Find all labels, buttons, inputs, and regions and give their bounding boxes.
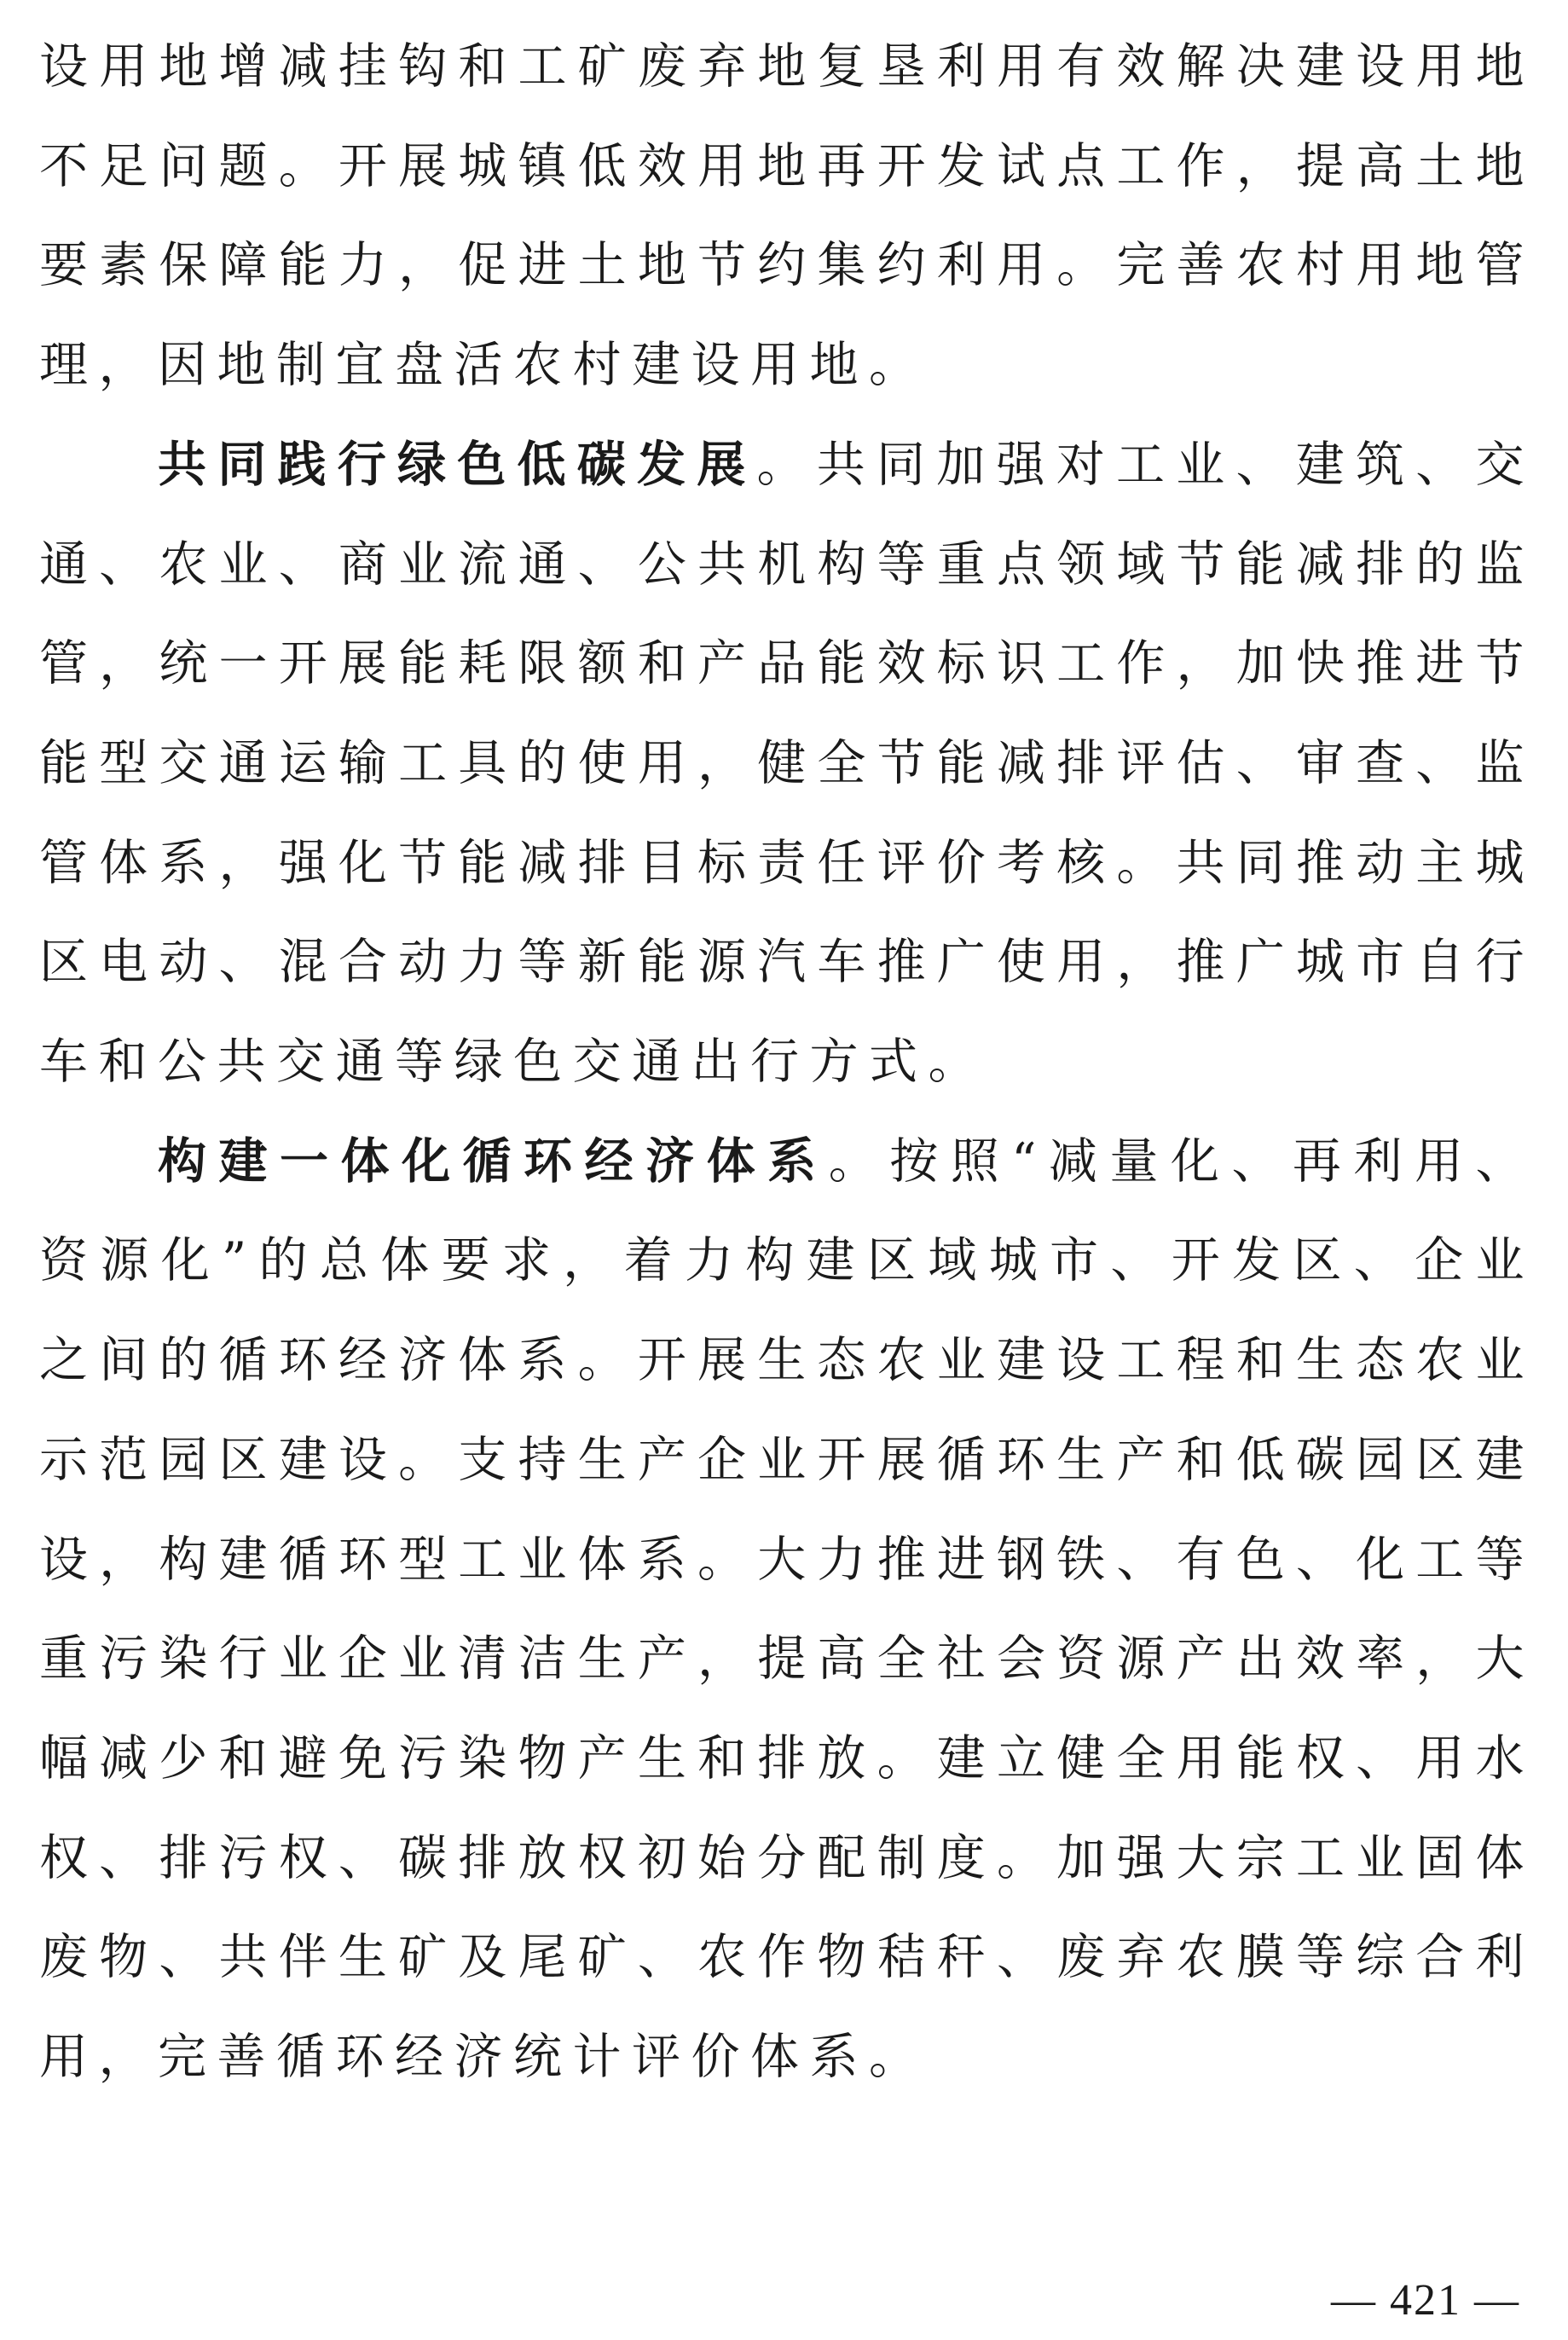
paragraph-heading: 共同践行绿色低碳发展 [158, 435, 757, 493]
paragraph-land-use [39, 17, 1535, 415]
paragraph-circular-economy [39, 1112, 1535, 2107]
paragraph-text: 。按照“减量化、再利用、资源化”的总体要求，着力构建区域城市、开发区、企业之间的循环经济体系。开展生态农业建设工程和生态农业示范园区建设。支持生产企业开展循环生产和低碳园区建设，构建循环型工业体系。大力推进钢铁、有色、化工等重污染行业企业清洁生产，提高全社会资源产出效率，大幅减少和避免污染物产生和排放。建立健全用能权、用水权、排污权、碳排放权初始分配制度。加强大宗工业固体废物、共伴生矿及尾矿、农作物秸秆、废弃农膜等综合利用，完善循环经济统计评价体系。 [39, 1132, 1536, 2086]
paragraph-heading: 构建一体化循环经济体系 [158, 1132, 829, 1190]
paragraph-green-low-carbon [39, 415, 1535, 1112]
paragraph-text: 设用地增减挂钩和工矿废弃地复垦利用有效解决建设用地不足问题。开展城镇低效用地再开发试点工作，提高土地要素保障能力，促进土地节约集约利用。完善农村用地管理，因地制宜盘活农村建设用地。 [39, 38, 1535, 394]
paragraph-text: 。共同加强对工业、建筑、交通、农业、商业流通、公共机构等重点领域节能减排的监管，统一开展能耗限额和产品能效标识工作，加快推进节能型交通运输工具的使用，健全节能减排评估、审查、监管体系，强化节能减排目标责任评价考核。共同推动主城区电动、混合动力等新能源汽车推广使用，推广城市自行车和公共交通等绿色交通出行方式。 [39, 436, 1535, 1091]
page-number: — 421 — [1331, 2276, 1520, 2325]
document-page [39, 17, 1535, 2107]
